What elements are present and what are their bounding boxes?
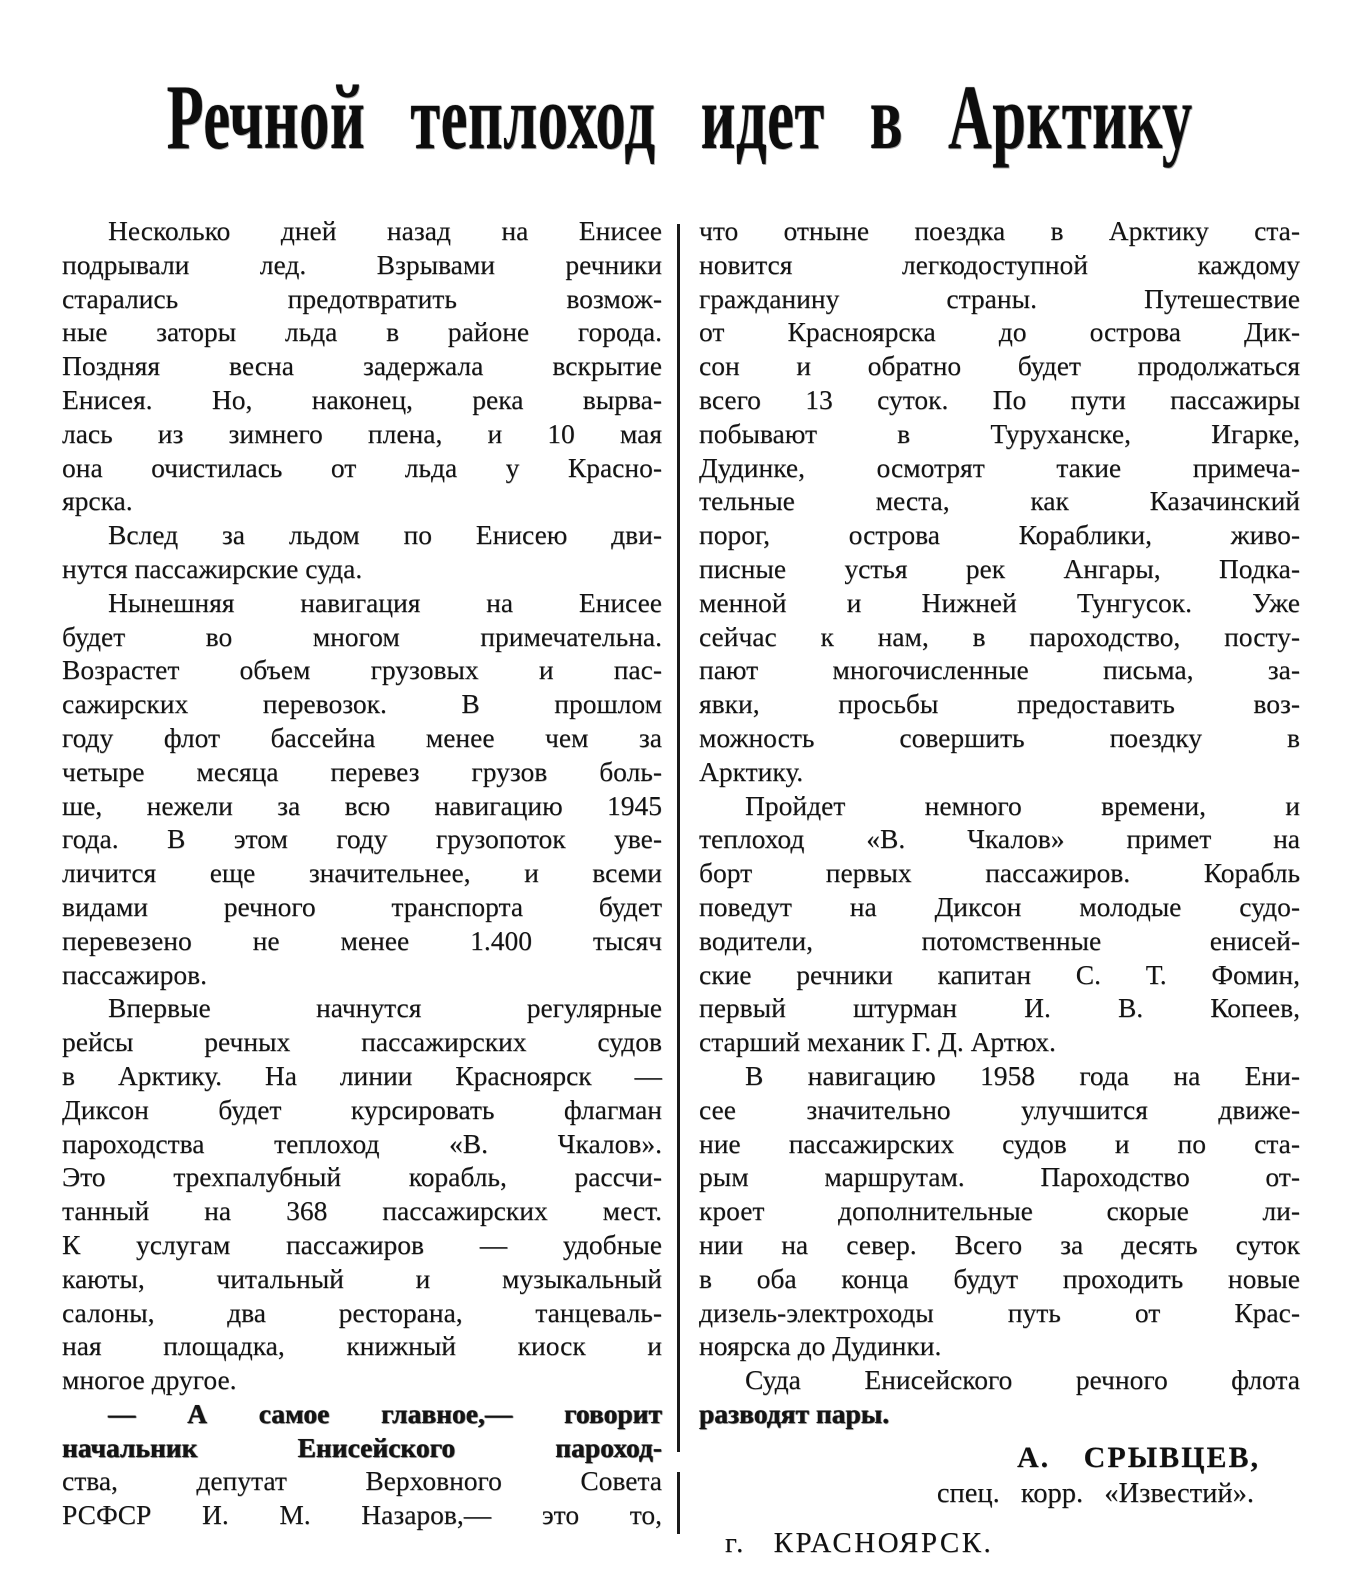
text-line: К услугам пассажиров — удобные xyxy=(62,1228,662,1260)
text-line: кроет дополнительные скорые ли- xyxy=(699,1195,1300,1227)
text-line: дизель-электроходы путь от Крас- xyxy=(699,1296,1300,1328)
text-line: Дудинке, осмотрят такие примеча- xyxy=(699,451,1300,483)
text-line: Пройдет немного времени, и xyxy=(745,789,1300,821)
column-divider-top xyxy=(677,224,680,1452)
text-line: водители, потомственные енисей- xyxy=(699,924,1300,956)
text-line: году флот бассейна менее чем за xyxy=(62,721,662,753)
text-line: ная площадка, книжный киоск и xyxy=(62,1330,662,1362)
left-column-lines xyxy=(62,214,662,1532)
text-line: Нынешняя навигация на Енисее xyxy=(108,586,662,618)
right-column xyxy=(699,214,1300,1561)
text-line: сажирских перевозок. В прошлом xyxy=(62,688,662,720)
text-line: Вслед за льдом по Енисею дви- xyxy=(108,519,662,551)
text-line: новится легкодоступной каждому xyxy=(699,248,1300,280)
text-line: старались предотвратить возмож- xyxy=(62,282,662,314)
text-line: В навигацию 1958 года на Ени- xyxy=(745,1059,1300,1091)
text-line: гражданину страны. Путешествие xyxy=(699,282,1300,314)
text-line: ше, нежели за всю навигацию 1945 xyxy=(62,789,662,821)
text-line: побывают в Туруханске, Игарке, xyxy=(699,417,1300,449)
text-line: сее значительно улучшится движе- xyxy=(699,1093,1300,1125)
text-line: явки, просьбы предоставить воз- xyxy=(699,688,1300,720)
text-line: Арктику. xyxy=(699,755,804,787)
text-line: каюты, читальный и музыкальный xyxy=(62,1262,662,1294)
text-line: она очистилась от льда у Красно- xyxy=(62,451,662,483)
text-line: лась из зимнего плена, и 10 мая xyxy=(62,417,662,449)
text-line: порог, острова Кораблики, живо- xyxy=(699,519,1300,551)
text-line: пассажиров. xyxy=(62,958,207,990)
text-line: Енисея. Но, наконец, река вырва- xyxy=(62,383,662,415)
text-line: четыре месяца перевез грузов боль- xyxy=(62,755,662,787)
text-line: видами речного транспорта будет xyxy=(62,890,662,922)
article-title: Речной теплоход идет в Арктику xyxy=(166,67,1193,169)
text-line: рым маршрутам. Пароходство от- xyxy=(699,1161,1300,1193)
text-line: РСФСР И. М. Назаров,— это то, xyxy=(62,1499,662,1531)
text-line: ние пассажирских судов и по ста- xyxy=(699,1127,1300,1159)
text-line: сейчас к нам, в пароходство, посту- xyxy=(699,620,1300,652)
text-line: Возрастет объем грузовых и пас- xyxy=(62,654,662,686)
column-divider-bottom xyxy=(677,1472,680,1534)
text-line: ские речники капитан С. Т. Фомин, xyxy=(699,958,1300,990)
text-line: поведут на Диксон молодые судо- xyxy=(699,890,1300,922)
text-line: рейсы речных пассажирских судов xyxy=(62,1026,662,1058)
text-line: пают многочисленные письма, за- xyxy=(699,654,1300,686)
text-line: Суда Енисейского речного флота xyxy=(745,1364,1300,1396)
text-line: года. В этом году грузопоток уве- xyxy=(62,823,662,855)
left-column xyxy=(62,214,662,1532)
city-line: г. КРАСНОЯРСК. xyxy=(725,1527,994,1560)
text-line: Поздняя весна задержала вскрытие xyxy=(62,350,662,382)
text-line: разводят пары. xyxy=(699,1397,890,1429)
text-line: Впервые начнутся регулярные xyxy=(108,992,662,1024)
text-line: перевезено не менее 1.400 тысяч xyxy=(62,924,662,956)
text-line: салоны, два ресторана, танцеваль- xyxy=(62,1296,662,1328)
text-line: тельные места, как Казачинский xyxy=(699,485,1300,517)
title-row xyxy=(0,66,1359,169)
author-signature: А. СРЫВЦЕВ, xyxy=(1017,1440,1260,1474)
text-line: пароходства теплоход «В. Чкалов». xyxy=(62,1127,662,1159)
text-line: всего 13 суток. По пути пассажиры xyxy=(699,383,1300,415)
text-line: от Красноярска до острова Дик- xyxy=(699,316,1300,348)
right-column-lines xyxy=(699,214,1300,1431)
text-line: старший механик Г. Д. Артюх. xyxy=(699,1026,1056,1058)
text-line: многое другое. xyxy=(62,1364,237,1396)
text-line: — А самое главное,— говорит xyxy=(108,1397,662,1429)
text-line: теплоход «В. Чкалов» примет на xyxy=(699,823,1300,855)
text-line: ные заторы льда в районе города. xyxy=(62,316,662,348)
text-line: ярска. xyxy=(62,485,133,517)
text-line: нии на север. Всего за десять суток xyxy=(699,1228,1300,1260)
text-line: борт первых пассажиров. Корабль xyxy=(699,857,1300,889)
text-line: ства, депутат Верховного Совета xyxy=(62,1465,662,1497)
text-line: Несколько дней назад на Енисее xyxy=(108,215,662,246)
text-line: будет во многом примечательна. xyxy=(62,620,662,652)
text-line: подрывали лед. Взрывами речники xyxy=(62,248,662,280)
text-line: Это трехпалубный корабль, рассчи- xyxy=(62,1161,662,1193)
text-line: что отныне поездка в Арктику ста- xyxy=(699,215,1300,246)
author-role: спец. корр. «Известий». xyxy=(936,1478,1254,1510)
text-line: первый штурман И. В. Копеев, xyxy=(699,992,1300,1024)
text-line: личится еще значительнее, и всеми xyxy=(62,857,662,889)
text-line: танный на 368 пассажирских мест. xyxy=(62,1195,662,1227)
text-line: в Арктику. На линии Красноярск — xyxy=(62,1059,662,1091)
text-line: ноярска до Дудинки. xyxy=(699,1330,942,1362)
text-line: нутся пассажирские суда. xyxy=(62,552,363,584)
text-line: сон и обратно будет продолжаться xyxy=(699,350,1300,382)
text-line: писные устья рек Ангары, Подка- xyxy=(699,552,1300,584)
text-line: в оба конца будут проходить новые xyxy=(699,1262,1300,1294)
text-line: менной и Нижней Тунгусок. Уже xyxy=(699,586,1300,618)
text-line: Диксон будет курсировать флагман xyxy=(62,1093,662,1125)
text-line: можность совершить поездку в xyxy=(699,721,1300,753)
text-line: начальник Енисейского пароход- xyxy=(62,1431,662,1463)
